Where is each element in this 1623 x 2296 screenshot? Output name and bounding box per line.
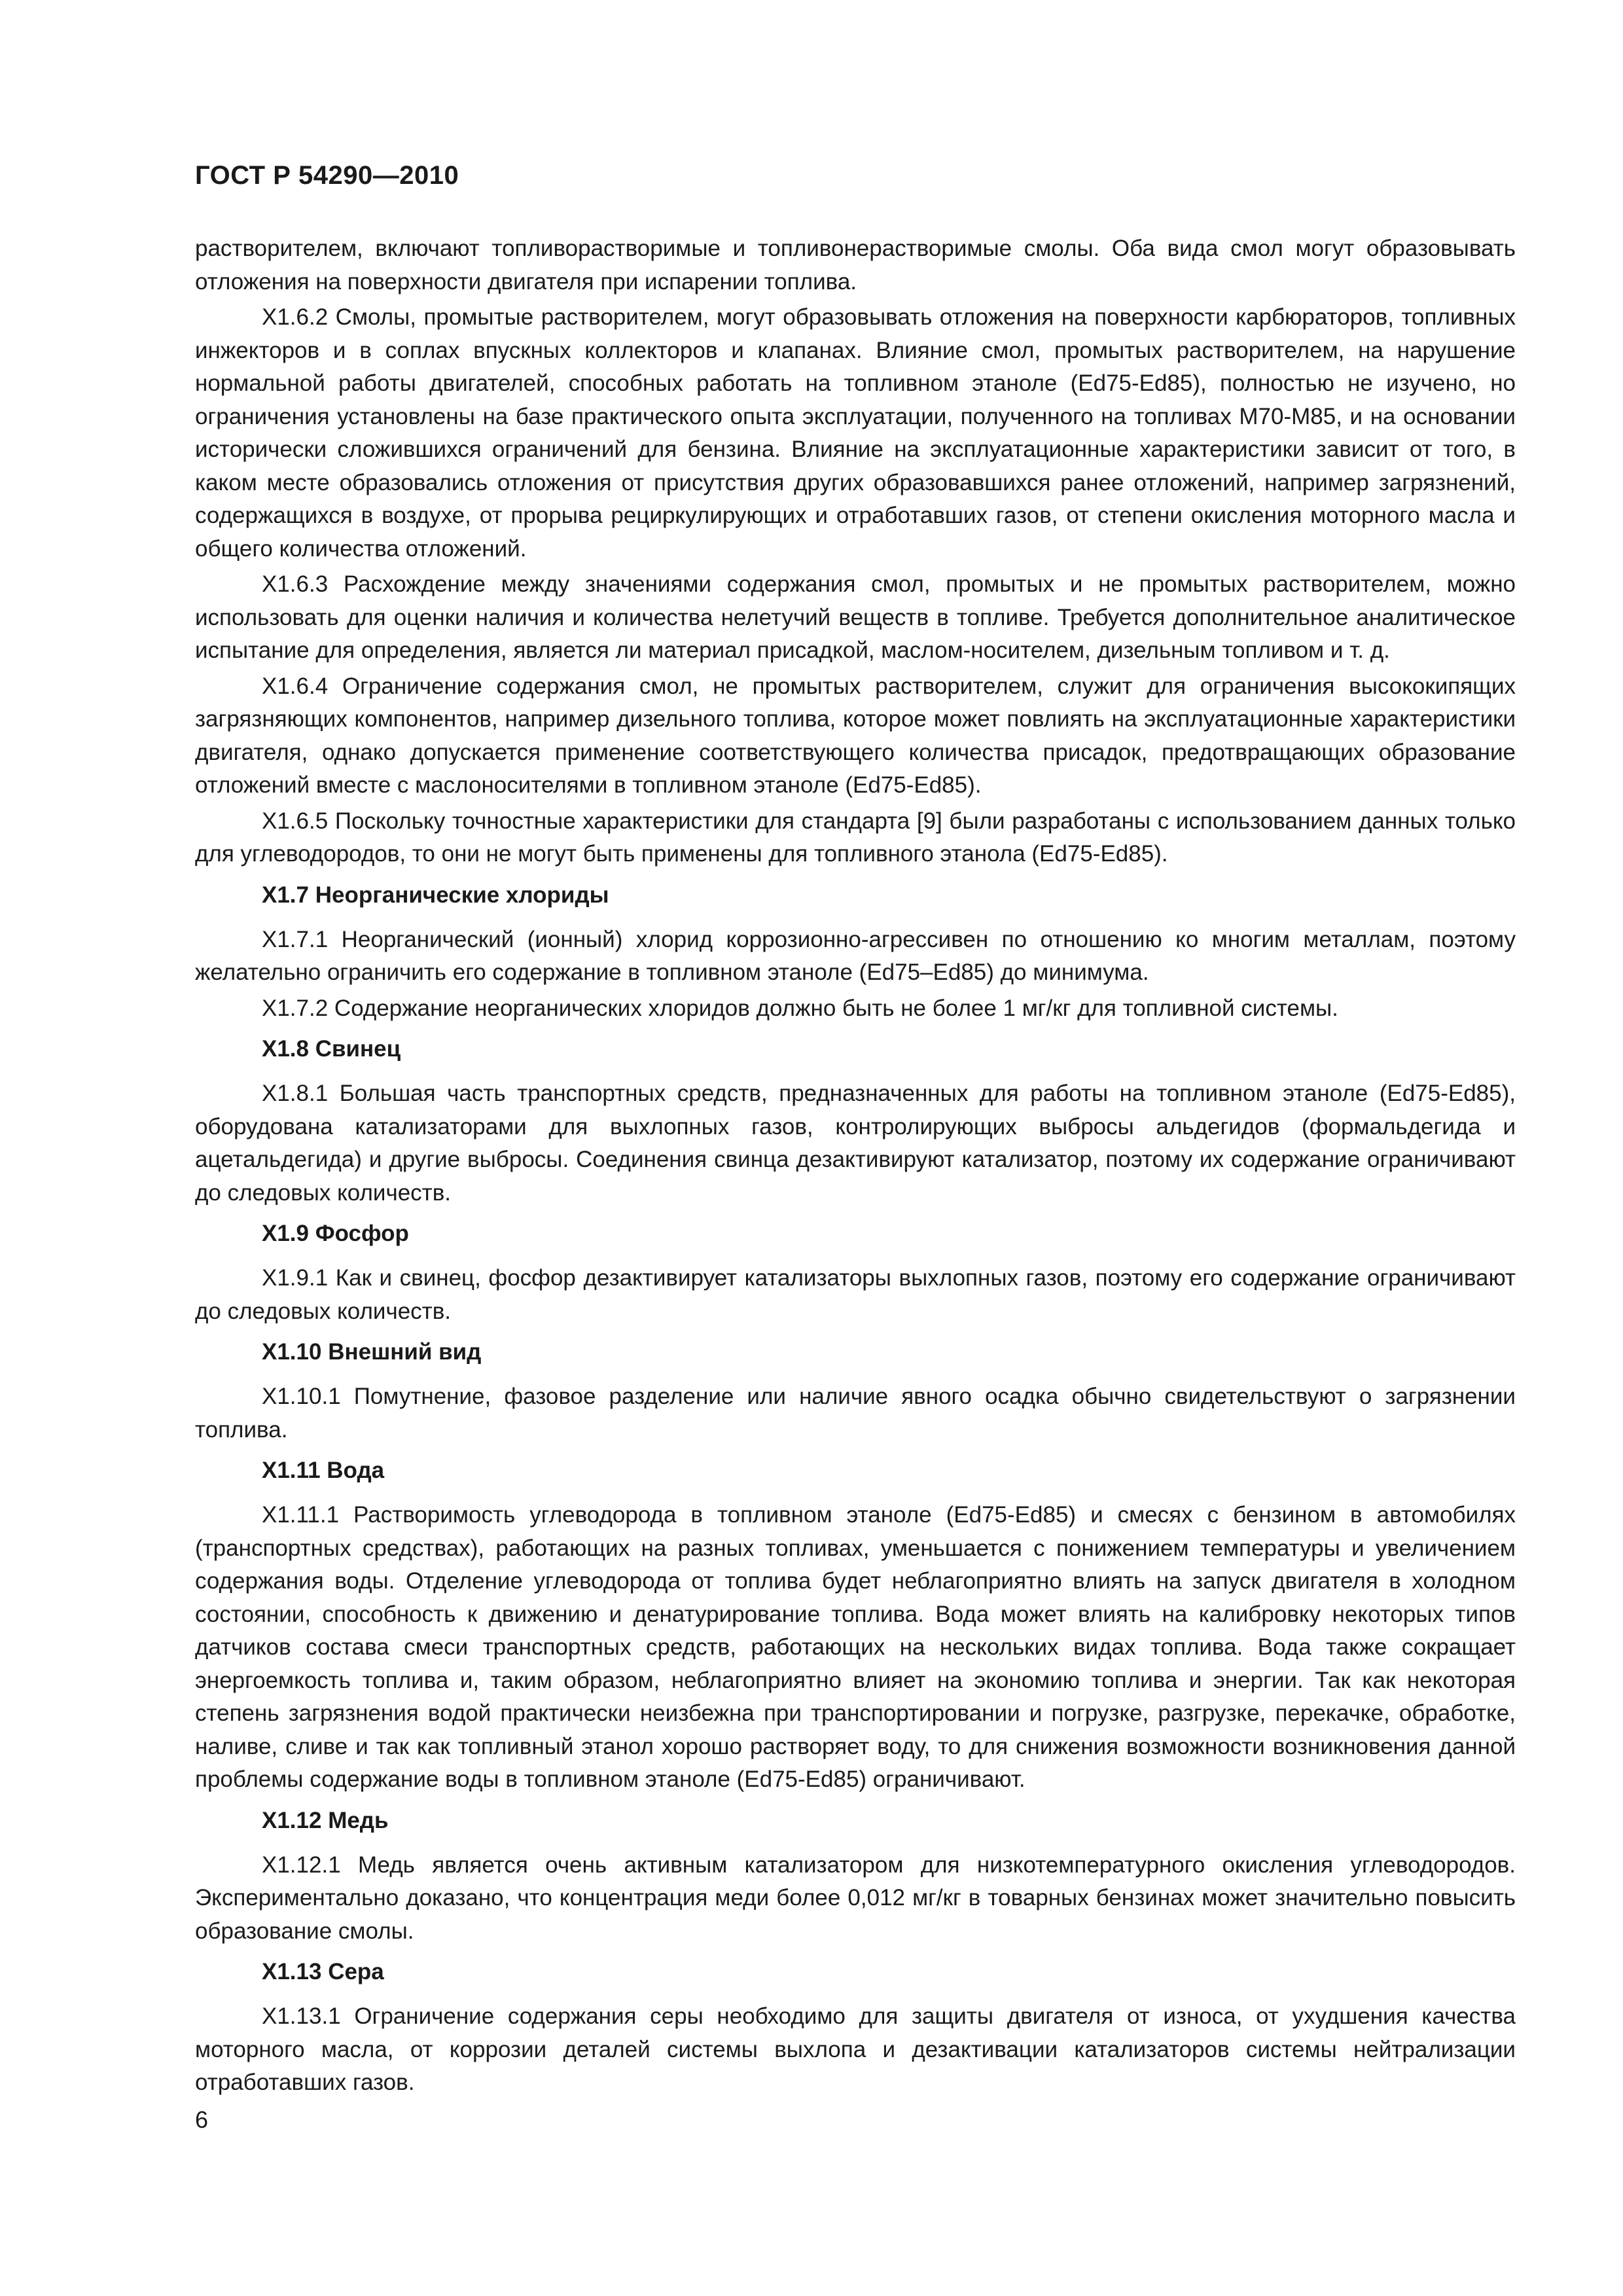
paragraph: Х1.6.5 Поскольку точностные характеристики для стандарта [9] были разработаны с использованием данных только для углеводородов, то они не могут быть применены для топливного этанола (Ed75-Ed85). (195, 808, 1516, 867)
paragraph: Х1.7.2 Содержание неорганических хлоридов должно быть не более 1 мг/кг для топливной системы. (262, 995, 1338, 1021)
section-heading: Х1.10 Внешний вид (262, 1339, 482, 1365)
paragraph: Х1.11.1 Растворимость углеводорода в топливном этаноле (Ed75-Ed85) и смесях с бензином в автомобилях (транспортных средствах), работающих на разных топливах, уменьшается с понижением температуры и увеличением содержания воды. Отделение углеводорода от топлива будет неблагоприятно влиять на запуск двигателя в холодном состоянии, способность к движению и денатурирование топлива. Вода может влиять на калибровку некоторых типов датчиков состава смеси транспортных средств, работающих на нескольких видах топлива. Вода также сокращает энергоемкость топлива и, таким образом, неблагоприятно влияет на экономию топлива и энергии. Так как некоторая степень загрязнения водой практически неизбежна при транспортировании и погрузке, разгрузке, перекачке, обработке, наливе, сливе и так как топливный этанол хорошо растворяет воду, то для снижения возможности возникновения данной проблемы содержание воды в топливном этаноле (Ed75-Ed85) ограничивают. (195, 1502, 1516, 1792)
paragraph: Х1.7.1 Неорганический (ионный) хлорид коррозионно-агрессивен по отношению ко многим металлам, поэтому желательно ограничить его содержание в топливном этаноле (Ed75–Ed85) до минимума. (195, 926, 1516, 985)
section-heading: Х1.11 Вода (262, 1458, 385, 1483)
paragraph: Х1.6.2 Смолы, промытые растворителем, могут образовывать отложения на поверхности карбюраторов, топливных инжекторов и в соплах впускных коллекторов и клапанах. Влияние смол, промытых растворителем, на нарушение нормальной работы двигателей, способных работать на топливном этаноле (Ed75-Ed85), полностью не изучено, но ограничения установлены на базе практического опыта эксплуатации, полученного на топливах М70-М85, и на основании исторически сложившихся ограничений для бензина. Влияние на эксплуатационные характеристики зависит от того, в каком месте образовались отложения от присутствия других образовавшихся ранее отложений, например загрязнений, содержащихся в воздухе, от прорыва рециркулирующих и отработавших газов, от степени окисления моторного масла и общего количества отложений. (195, 304, 1516, 562)
paragraph: Х1.12.1 Медь является очень активным катализатором для низкотемпературного окисления углеводородов. Экспериментально доказано, что концентрация меди более 0,012 мг/кг в товарных бензинах может значительно повысить образование смолы. (195, 1852, 1516, 1944)
section-heading: Х1.8 Свинец (262, 1036, 401, 1062)
paragraph: Х1.9.1 Как и свинец, фосфор дезактивирует катализаторы выхлопных газов, поэтому его содержание ограничивают до следовых количеств. (195, 1265, 1516, 1324)
section-heading: Х1.12 Медь (262, 1807, 389, 1833)
page-number: 6 (195, 2106, 209, 2133)
paragraph: Х1.6.4 Ограничение содержания смол, не промытых растворителем, служит для ограничения высококипящих загрязняющих компонентов, например дизельного топлива, которое может повлиять на эксплуатационные характеристики двигателя, однако допускается применение соответствующего количества присадок, предотвращающих образование отложений вместе с маслоносителями в топливном этаноле (Ed75-Ed85). (195, 673, 1516, 798)
document-body (195, 232, 1516, 2100)
document-header: ГОСТ Р 54290—2010 (195, 161, 459, 190)
paragraph: Х1.6.3 Расхождение между значениями содержания смол, промытых и не промытых растворителем, можно использовать для оценки наличия и количества нелетучий веществ в топливе. Требуется дополнительное аналитическое испытание для определения, является ли материал присадкой, маслом-носителем, дизельным топливом и т. д. (195, 571, 1516, 663)
section-heading: Х1.9 Фосфор (262, 1221, 409, 1246)
paragraph: Х1.10.1 Помутнение, фазовое разделение или наличие явного осадка обычно свидетельствуют о загрязнении топлива. (195, 1384, 1516, 1443)
paragraph: растворителем, включают топливорастворимые и топливонерастворимые смолы. Оба вида смол могут образовывать отложения на поверхности двигателя при испарении топлива. (195, 236, 1516, 295)
paragraph: Х1.8.1 Большая часть транспортных средств, предназначенных для работы на топливном этаноле (Ed75-Ed85), оборудована катализаторами для выхлопных газов, контролирующих выбросы альдегидов (формальдегида и ацетальдегида) и другие выбросы. Соединения свинца дезактивируют катализатор, поэтому их содержание ограничивают до следовых количеств. (195, 1081, 1516, 1206)
section-heading: Х1.7 Неорганические хлориды (262, 882, 609, 908)
section-heading: Х1.13 Сера (262, 1959, 384, 1984)
paragraph: Х1.13.1 Ограничение содержания серы необходимо для защиты двигателя от износа, от ухудшения качества моторного масла, от коррозии деталей системы выхлопа и дезактивации катализаторов системы нейтрализации отработавших газов. (195, 2003, 1516, 2095)
